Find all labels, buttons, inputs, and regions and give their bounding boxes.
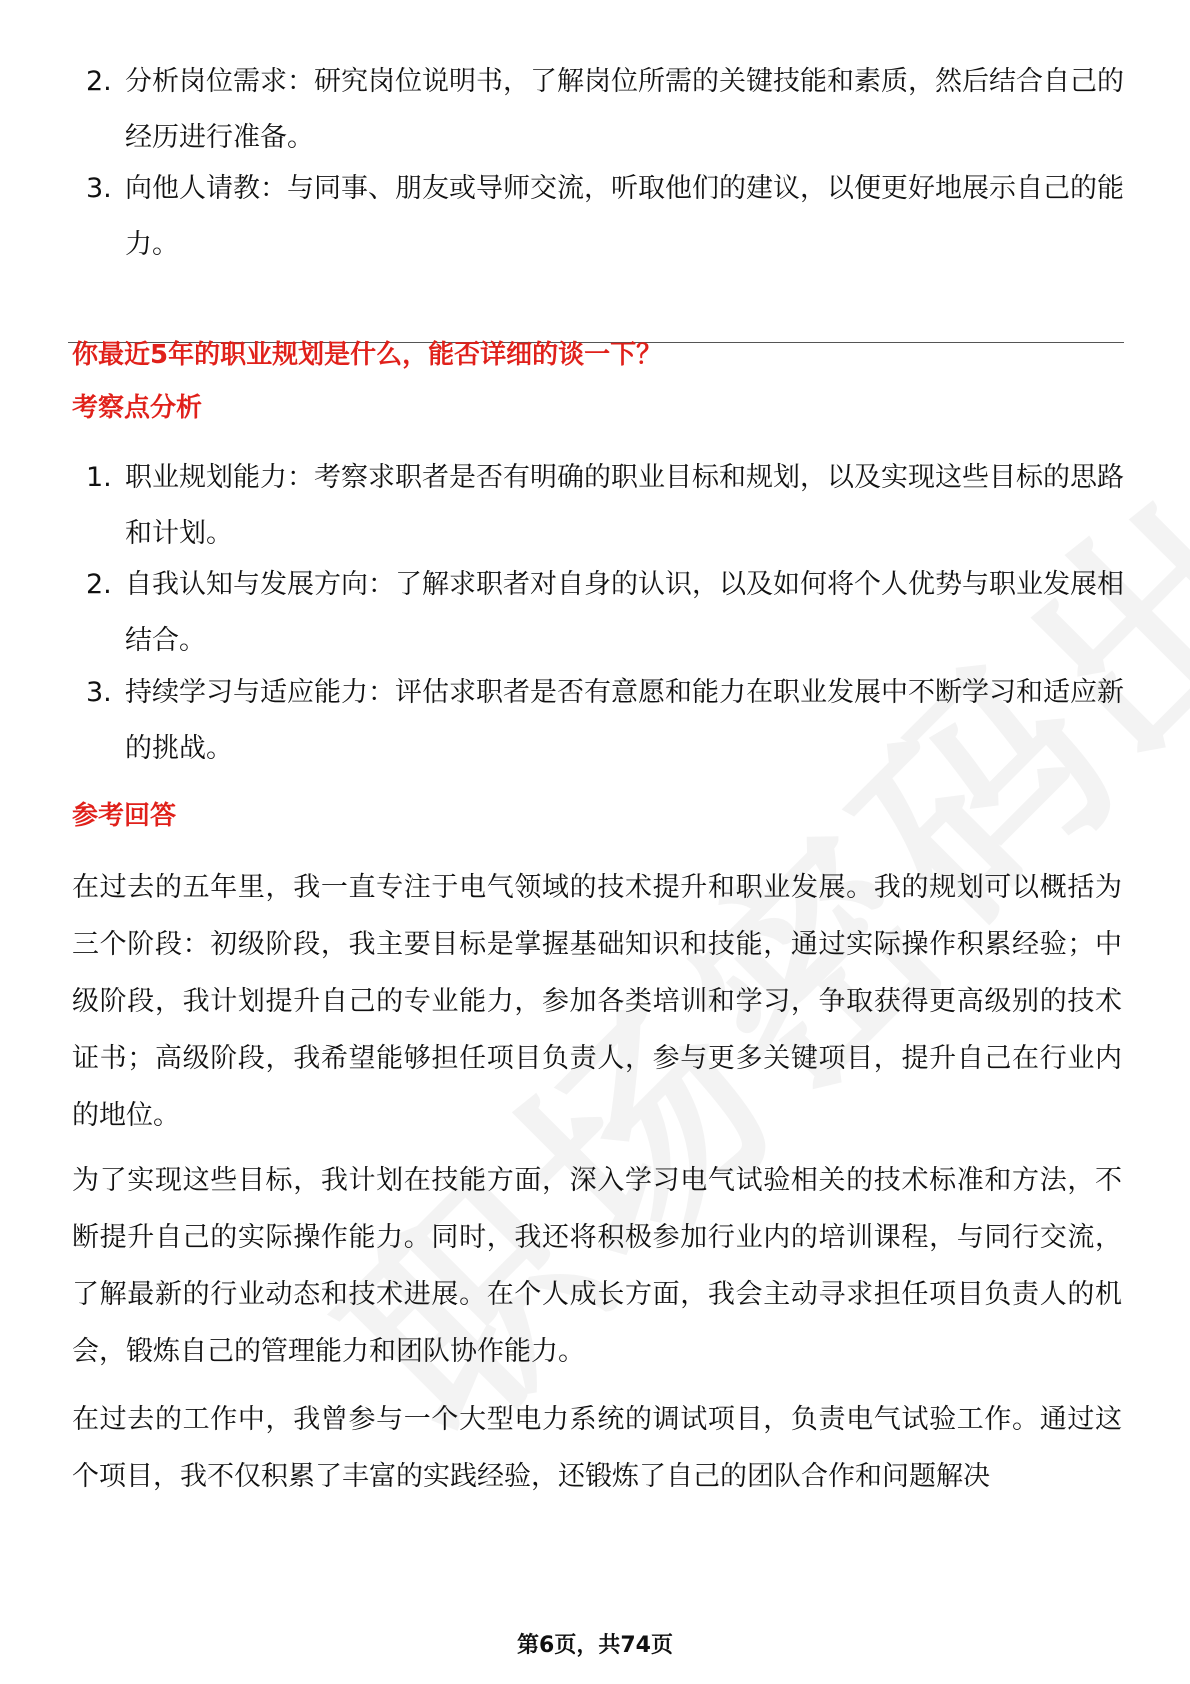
list-number: 1.: [86, 462, 112, 493]
list-item: [80, 161, 1124, 273]
list-text: 持续学习与适应能力：评估求职者是否有意愿和能力在职业发展中不断学习和适应新的挑战。: [125, 677, 1124, 764]
question-heading: 你最近5年的职业规划是什么，能否详细的谈一下？: [72, 340, 663, 370]
list-text: 向他人请教：与同事、朋友或导师交流，听取他们的建议，以便更好地展示自己的能力。: [125, 173, 1124, 260]
list-item: [80, 665, 1124, 777]
answer-heading: 参考回答: [72, 801, 177, 831]
list-item: [80, 557, 1124, 669]
list-number: 2.: [86, 569, 112, 600]
list-text: 职业规划能力：考察求职者是否有明确的职业目标和规划，以及实现这些目标的思路和计划。: [125, 462, 1124, 549]
list-text: 自我认知与发展方向：了解求职者对自身的认识，以及如何将个人优势与职业发展相结合。: [125, 569, 1124, 656]
list-number: 3.: [86, 677, 112, 708]
list-number: 3.: [86, 173, 112, 204]
list-item: [80, 450, 1124, 562]
answer-paragraph: 在过去的工作中，我曾参与一个大型电力系统的调试项目，负责电气试验工作。通过这个项目，我不仅积累了丰富的实践经验，还锻炼了自己的团队合作和问题解决: [72, 1404, 1122, 1492]
analysis-heading: 考察点分析: [72, 393, 203, 423]
page-number: 第6页，共74页: [517, 1633, 673, 1658]
answer-paragraph: 为了实现这些目标，我计划在技能方面，深入学习电气试验相关的技术标准和方法，不断提升自己的实际操作能力。同时，我还将积极参加行业内的培训课程，与同行交流，了解最新的行业动态和技术进展。在个人成长方面，我会主动寻求担任项目负责人的机会，锻炼自己的管理能力和团队协作能力。: [72, 1165, 1122, 1367]
list-number: 2.: [86, 66, 112, 97]
list-text: 分析岗位需求：研究岗位说明书，了解岗位所需的关键技能和素质，然后结合自己的经历进行准备。: [125, 66, 1124, 153]
list-item: [80, 54, 1124, 166]
answer-paragraph: 在过去的五年里，我一直专注于电气领域的技术提升和职业发展。我的规划可以概括为三个阶段：初级阶段，我主要目标是掌握基础知识和技能，通过实际操作积累经验；中级阶段，我计划提升自己的专业能力，参加各类培训和学习，争取获得更高级别的技术证书；高级阶段，我希望能够担任项目负责人，参与更多关键项目，提升自己在行业内的地位。: [72, 872, 1122, 1131]
